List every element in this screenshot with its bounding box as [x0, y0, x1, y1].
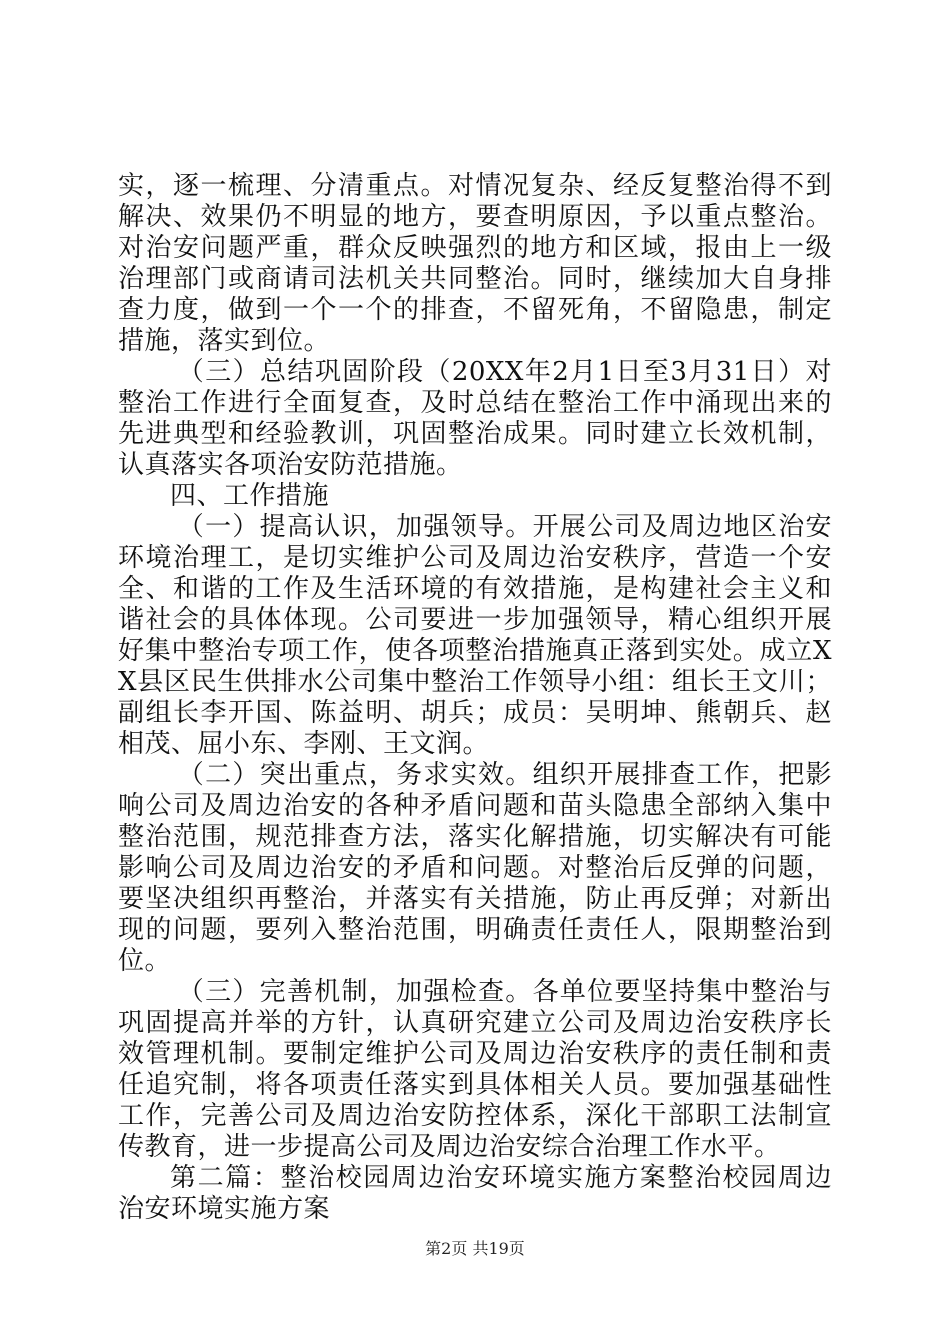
page-number-footer: 第2页 共19页: [425, 1239, 525, 1258]
paragraph-measure-1: （一）提高认识，加强领导。开展公司及周边地区治安环境治理工，是切实维护公司及周边治安秩序，营造一个安全、和谐的工作及生活环境的有效措施，是构建社会主义和谐社会的具体体现。公司要进一步加强领导，精心组织开展好集中整治专项工作，使各项整治措施真正落到实处。成立XX县区民生供排水公司集中整治工作领导小组：组长王文川；副组长李开国、陈益明、胡兵；成员：吴明坤、熊朝兵、赵相茂、屈小东、李刚、王文润。: [118, 512, 832, 759]
paragraph-continuation: 实，逐一梳理、分清重点。对情况复杂、经反复整治得不到解决、效果仍不明显的地方，要查明原因，予以重点整治。对治安问题严重，群众反映强烈的地方和区域，报由上一级治理部门或商请司法机关共同整治。同时，继续加大自身排查力度，做到一个一个的排查，不留死角，不留隐患，制定措施，落实到位。: [118, 171, 832, 356]
document-body: [118, 171, 832, 1225]
paragraph-measure-2: （二）突出重点，务求实效。组织开展排查工作，把影响公司及周边治安的各种矛盾问题和苗头隐患全部纳入集中整治范围，规范排查方法，落实化解措施，切实解决有可能影响公司及周边治安的矛盾和问题。对整治后反弹的问题，要坚决组织再整治，并落实有关措施，防止再反弹；对新出现的问题，要列入整治范围，明确责任责任人，限期整治到位。: [118, 760, 832, 976]
section-heading-work-measures: 四、工作措施: [170, 481, 330, 511]
paragraph-part-two-title: 第二篇：整治校园周边治安环境实施方案整治校园周边治安环境实施方案: [118, 1163, 832, 1224]
paragraph-summary-phase: （三）总结巩固阶段（20XX年2月1日至3月31日）对整治工作进行全面复查，及时总结在整治工作中涌现出来的先进典型和经验教训，巩固整治成果。同时建立长效机制，认真落实各项治安防范措施。: [118, 357, 832, 480]
paragraph-measure-3: （三）完善机制，加强检查。各单位要坚持集中整治与巩固提高并举的方针，认真研究建立公司及周边治安秩序长效管理机制。要制定维护公司及周边治安秩序的责任制和责任追究制，将各项责任落实到具体相关人员。要加强基础性工作，完善公司及周边治安防控体系，深化干部职工法制宣传教育，进一步提高公司及周边治安综合治理工作水平。: [118, 977, 832, 1162]
